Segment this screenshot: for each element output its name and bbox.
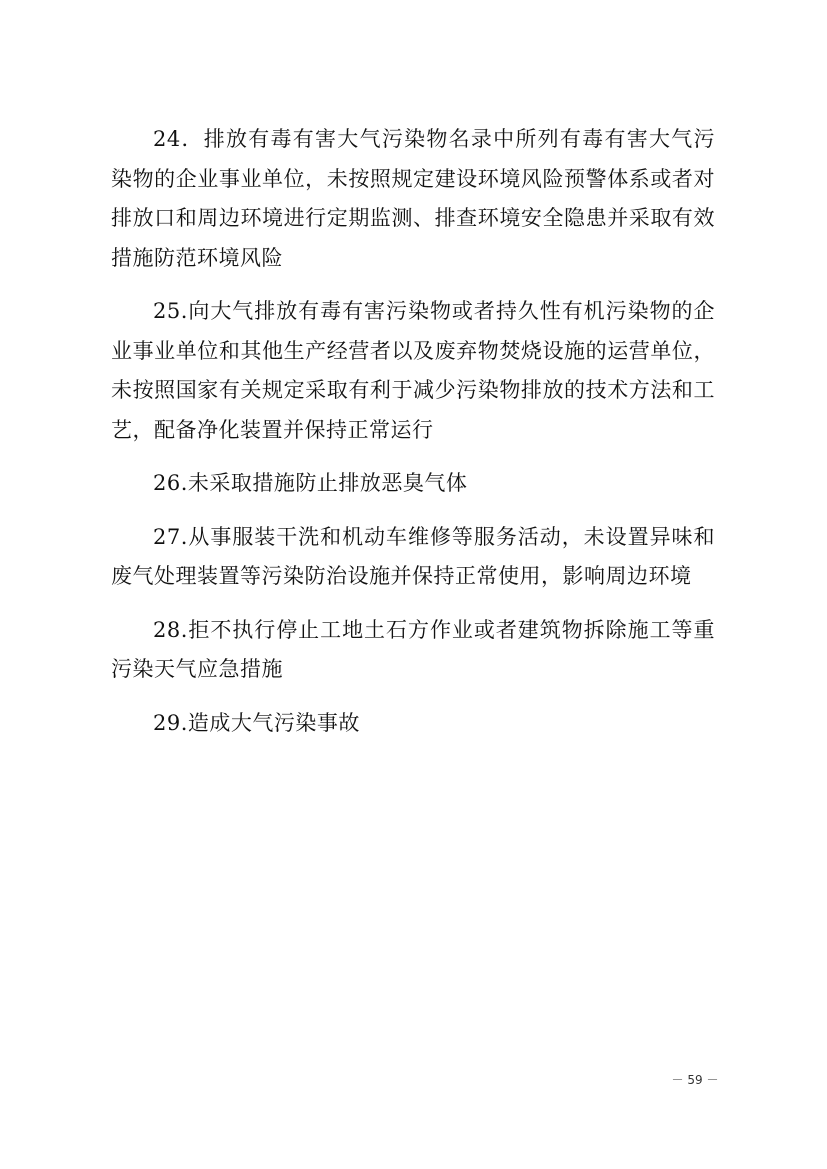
- page-number: － 59 －: [671, 1073, 719, 1087]
- document-body: [111, 120, 715, 757]
- list-item-28: 28.拒不执行停止工地土石方作业或者建筑物拆除施工等重污染天气应急措施: [111, 617, 715, 681]
- list-item-24: 24．排放有毒有害大气污染物名录中所列有毒有害大气污染物的企业事业单位，未按照规定建设环境风险预警体系或者对排放口和周边环境进行定期监测、排查环境安全隐患并采取有效措施防范环境风险: [111, 127, 715, 270]
- list-item-26: 26.未采取措施防止排放恶臭气体: [153, 471, 468, 495]
- list-item-29: 29.造成大气污染事故: [153, 710, 360, 735]
- list-item-27: 27.从事服装干洗和机动车维修等服务活动，未设置异味和废气处理装置等污染防治设施并保持正常使用，影响周边环境: [111, 524, 715, 588]
- list-item-25: 25.向大气排放有毒有害污染物或者持久性有机污染物的企业事业单位和其他生产经营者以及废弃物焚烧设施的运营单位，未按照国家有关规定采取有利于减少污染物排放的技术方法和工艺，配备净化装置并保持正常运行: [111, 299, 715, 442]
